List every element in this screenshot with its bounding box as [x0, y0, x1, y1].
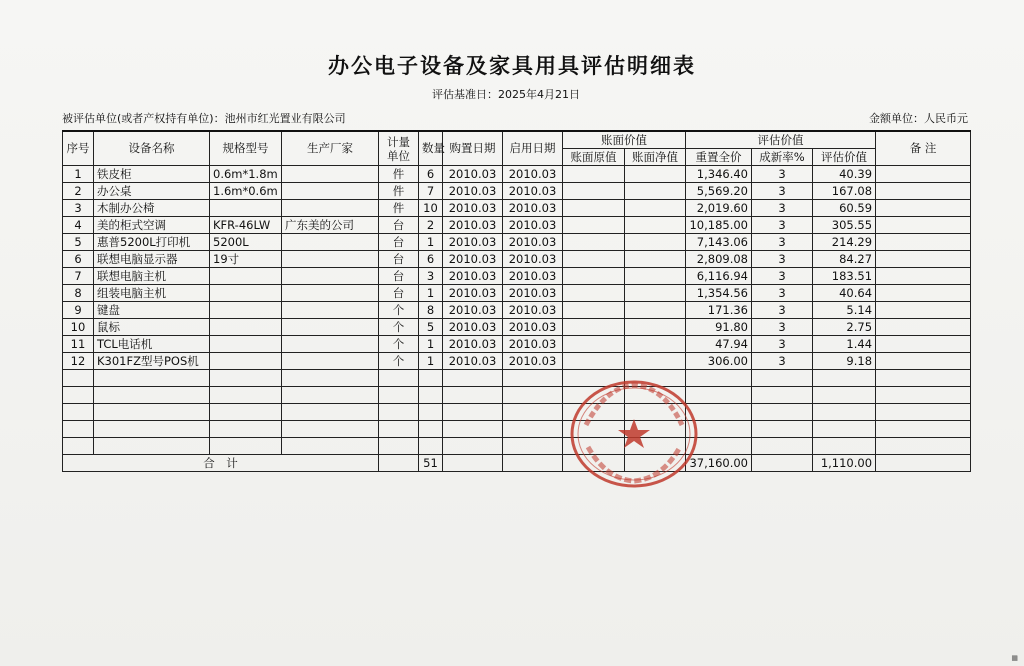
cell-empty — [752, 438, 813, 455]
cell-orig — [563, 251, 625, 268]
table-row-blank — [63, 370, 971, 387]
cell-buy: 2010.03 — [443, 336, 503, 353]
cell-seq: 10 — [63, 319, 94, 336]
cell-empty — [63, 438, 94, 455]
cell-maker — [282, 336, 379, 353]
cell-newness: 3 — [752, 353, 813, 370]
cell-replace: 2,809.08 — [686, 251, 752, 268]
table-row — [63, 268, 971, 285]
cell-empty — [503, 455, 563, 472]
cell-orig — [563, 319, 625, 336]
total-label: 合 计 — [63, 455, 379, 472]
cell-net — [625, 353, 686, 370]
cell-buy: 2010.03 — [443, 285, 503, 302]
cell-maker — [282, 251, 379, 268]
cell-replace: 171.36 — [686, 302, 752, 319]
cell-net — [625, 302, 686, 319]
cell-empty — [94, 404, 210, 421]
cell-maker — [282, 166, 379, 183]
table-row — [63, 251, 971, 268]
cell-qty: 1 — [419, 353, 443, 370]
cell-empty — [563, 438, 625, 455]
cell-maker — [282, 353, 379, 370]
cell-empty — [813, 438, 876, 455]
cell-empty — [625, 387, 686, 404]
cell-empty — [813, 370, 876, 387]
cell-newness: 3 — [752, 319, 813, 336]
cell-spec: 19寸 — [210, 251, 282, 268]
header-name: 设备名称 — [94, 131, 210, 166]
cell-empty — [503, 421, 563, 438]
cell-net — [625, 234, 686, 251]
cell-empty — [443, 387, 503, 404]
cell-net — [625, 268, 686, 285]
cell-replace: 10,185.00 — [686, 217, 752, 234]
cell-empty — [443, 455, 503, 472]
cell-name: 铁皮柜 — [94, 166, 210, 183]
cell-newness: 3 — [752, 234, 813, 251]
cell-empty — [94, 438, 210, 455]
cell-maker — [282, 200, 379, 217]
cell-eval: 40.64 — [813, 285, 876, 302]
cell-spec — [210, 336, 282, 353]
cell-remark — [876, 353, 971, 370]
cell-buy: 2010.03 — [443, 200, 503, 217]
table-row — [63, 166, 971, 183]
cell-spec: 0.6m*1.8m — [210, 166, 282, 183]
cell-net — [625, 183, 686, 200]
cell-empty — [379, 404, 419, 421]
cell-remark — [876, 183, 971, 200]
cell-empty — [876, 421, 971, 438]
table-body — [63, 166, 971, 472]
cell-empty — [563, 455, 625, 472]
cell-net — [625, 251, 686, 268]
cell-seq: 9 — [63, 302, 94, 319]
cell-empty — [443, 370, 503, 387]
cell-empty — [379, 370, 419, 387]
cell-empty — [443, 404, 503, 421]
cell-seq: 12 — [63, 353, 94, 370]
cell-orig — [563, 200, 625, 217]
header-eval-amount: 评估价值 — [813, 149, 876, 166]
cell-unit: 台 — [379, 285, 419, 302]
cell-remark — [876, 234, 971, 251]
header-book-value: 账面价值 — [563, 131, 686, 149]
cell-eval: 84.27 — [813, 251, 876, 268]
cell-empty — [94, 370, 210, 387]
cell-remark — [876, 319, 971, 336]
total-eval-value: 1,110.00 — [813, 455, 876, 472]
cell-empty — [752, 404, 813, 421]
cell-empty — [282, 421, 379, 438]
cell-empty — [625, 438, 686, 455]
table-row — [63, 336, 971, 353]
cell-qty: 2 — [419, 217, 443, 234]
cell-name: 键盘 — [94, 302, 210, 319]
cell-empty — [210, 438, 282, 455]
cell-buy: 2010.03 — [443, 319, 503, 336]
cell-remark — [876, 302, 971, 319]
cell-unit: 个 — [379, 353, 419, 370]
header-book-orig: 账面原值 — [563, 149, 625, 166]
cell-empty — [443, 438, 503, 455]
cell-newness: 3 — [752, 302, 813, 319]
cell-use: 2010.03 — [503, 302, 563, 319]
table-row — [63, 217, 971, 234]
cell-orig — [563, 234, 625, 251]
cell-remark — [876, 166, 971, 183]
cell-unit: 个 — [379, 319, 419, 336]
cell-seq: 6 — [63, 251, 94, 268]
cell-empty — [563, 387, 625, 404]
cell-unit: 台 — [379, 268, 419, 285]
cell-empty — [503, 387, 563, 404]
cell-name: 办公桌 — [94, 183, 210, 200]
cell-orig — [563, 336, 625, 353]
cell-empty — [625, 421, 686, 438]
cell-orig — [563, 166, 625, 183]
header-row-1 — [63, 131, 971, 149]
cell-empty — [210, 421, 282, 438]
cell-qty: 7 — [419, 183, 443, 200]
cell-eval: 60.59 — [813, 200, 876, 217]
cell-replace: 1,346.40 — [686, 166, 752, 183]
cell-empty — [63, 421, 94, 438]
cell-remark — [876, 336, 971, 353]
cell-empty — [282, 370, 379, 387]
cell-empty — [94, 421, 210, 438]
cell-empty — [813, 421, 876, 438]
cell-orig — [563, 217, 625, 234]
cell-empty — [419, 404, 443, 421]
table-row-blank — [63, 404, 971, 421]
cell-spec: 5200L — [210, 234, 282, 251]
cell-use: 2010.03 — [503, 166, 563, 183]
header-unit-text: 计量单位 — [387, 134, 410, 163]
cell-unit: 个 — [379, 302, 419, 319]
cell-empty — [419, 421, 443, 438]
cell-empty — [563, 370, 625, 387]
cell-net — [625, 166, 686, 183]
cell-replace: 6,116.94 — [686, 268, 752, 285]
cell-buy: 2010.03 — [443, 217, 503, 234]
cell-empty — [813, 387, 876, 404]
cell-empty — [625, 370, 686, 387]
cell-newness: 3 — [752, 251, 813, 268]
cell-orig — [563, 353, 625, 370]
table-row-blank — [63, 421, 971, 438]
total-qty: 51 — [419, 455, 443, 472]
cell-newness: 3 — [752, 285, 813, 302]
cell-empty — [563, 421, 625, 438]
cell-empty — [419, 387, 443, 404]
header-newness: 成新率% — [752, 149, 813, 166]
cell-remark — [876, 285, 971, 302]
cell-qty: 6 — [419, 251, 443, 268]
cell-newness: 3 — [752, 200, 813, 217]
cell-name: 鼠标 — [94, 319, 210, 336]
cell-replace: 91.80 — [686, 319, 752, 336]
cell-empty — [563, 404, 625, 421]
cell-empty — [282, 387, 379, 404]
cell-empty — [210, 404, 282, 421]
cell-maker — [282, 234, 379, 251]
cell-unit: 台 — [379, 251, 419, 268]
cell-maker: 广东美的公司 — [282, 217, 379, 234]
cell-replace: 2,019.60 — [686, 200, 752, 217]
header-book-net: 账面净值 — [625, 149, 686, 166]
page-title: 办公电子设备及家具用具评估明细表 — [328, 53, 696, 78]
cell-empty — [210, 387, 282, 404]
cell-replace: 1,354.56 — [686, 285, 752, 302]
cell-buy: 2010.03 — [443, 353, 503, 370]
cell-replace: 7,143.06 — [686, 234, 752, 251]
cell-empty — [686, 404, 752, 421]
total-row — [63, 455, 971, 472]
cell-orig — [563, 183, 625, 200]
cell-qty: 10 — [419, 200, 443, 217]
cell-qty: 5 — [419, 319, 443, 336]
cell-spec: KFR-46LW — [210, 217, 282, 234]
cell-use: 2010.03 — [503, 234, 563, 251]
cell-maker — [282, 268, 379, 285]
cell-net — [625, 336, 686, 353]
cell-empty — [503, 438, 563, 455]
cell-empty — [210, 370, 282, 387]
cell-newness: 3 — [752, 336, 813, 353]
cell-buy: 2010.03 — [443, 166, 503, 183]
cell-use: 2010.03 — [503, 217, 563, 234]
cell-buy: 2010.03 — [443, 302, 503, 319]
cell-use: 2010.03 — [503, 353, 563, 370]
cell-empty — [752, 421, 813, 438]
cell-empty — [686, 387, 752, 404]
cell-empty — [379, 455, 419, 472]
cell-remark — [876, 268, 971, 285]
cell-newness: 3 — [752, 166, 813, 183]
cell-empty — [752, 370, 813, 387]
cell-replace: 306.00 — [686, 353, 752, 370]
cell-empty — [282, 404, 379, 421]
cell-net — [625, 200, 686, 217]
cell-eval: 9.18 — [813, 353, 876, 370]
cell-empty — [63, 387, 94, 404]
scanner-watermark-icon: ▦ — [1011, 654, 1018, 662]
cell-qty: 1 — [419, 234, 443, 251]
cell-eval: 2.75 — [813, 319, 876, 336]
cell-maker — [282, 183, 379, 200]
cell-empty — [443, 421, 503, 438]
cell-net — [625, 319, 686, 336]
cell-empty — [876, 438, 971, 455]
header-maker: 生产厂家 — [282, 131, 379, 166]
cell-seq: 5 — [63, 234, 94, 251]
cell-seq: 11 — [63, 336, 94, 353]
cell-maker — [282, 285, 379, 302]
cell-empty — [876, 404, 971, 421]
cell-unit: 台 — [379, 217, 419, 234]
cell-buy: 2010.03 — [443, 268, 503, 285]
cell-buy: 2010.03 — [443, 251, 503, 268]
cell-seq: 2 — [63, 183, 94, 200]
cell-spec — [210, 353, 282, 370]
cell-spec — [210, 319, 282, 336]
header-eval-value: 评估价值 — [686, 131, 876, 149]
base-date: 评估基准日：2025年4月21日 — [432, 88, 580, 101]
cell-empty — [876, 387, 971, 404]
cell-spec — [210, 268, 282, 285]
cell-spec — [210, 302, 282, 319]
table-row-blank — [63, 387, 971, 404]
cell-name: 惠普5200L打印机 — [94, 234, 210, 251]
cell-newness: 3 — [752, 183, 813, 200]
cell-empty — [503, 370, 563, 387]
currency-label: 金额单位：人民币元 — [869, 112, 968, 125]
table-row — [63, 319, 971, 336]
cell-unit: 件 — [379, 183, 419, 200]
cell-eval: 167.08 — [813, 183, 876, 200]
cell-buy: 2010.03 — [443, 183, 503, 200]
cell-seq: 1 — [63, 166, 94, 183]
cell-orig — [563, 285, 625, 302]
cell-use: 2010.03 — [503, 336, 563, 353]
cell-seq: 7 — [63, 268, 94, 285]
cell-qty: 1 — [419, 285, 443, 302]
cell-qty: 3 — [419, 268, 443, 285]
cell-unit: 台 — [379, 234, 419, 251]
cell-empty — [63, 370, 94, 387]
cell-qty: 8 — [419, 302, 443, 319]
header-buy-date: 购置日期 — [443, 131, 503, 166]
cell-empty — [625, 455, 686, 472]
cell-name: TCL电话机 — [94, 336, 210, 353]
cell-name: 木制办公椅 — [94, 200, 210, 217]
cell-empty — [686, 438, 752, 455]
cell-unit: 件 — [379, 200, 419, 217]
cell-net — [625, 285, 686, 302]
cell-use: 2010.03 — [503, 319, 563, 336]
cell-empty — [752, 387, 813, 404]
cell-empty — [876, 370, 971, 387]
cell-empty — [813, 404, 876, 421]
total-replace-cost: 37,160.00 — [686, 455, 752, 472]
cell-qty: 1 — [419, 336, 443, 353]
table-row — [63, 234, 971, 251]
cell-empty — [876, 455, 971, 472]
cell-replace: 47.94 — [686, 336, 752, 353]
cell-name: 美的柜式空调 — [94, 217, 210, 234]
cell-newness: 3 — [752, 268, 813, 285]
cell-empty — [379, 421, 419, 438]
cell-empty — [63, 404, 94, 421]
cell-empty — [419, 438, 443, 455]
cell-name: 组装电脑主机 — [94, 285, 210, 302]
cell-empty — [282, 438, 379, 455]
table-row-blank — [63, 438, 971, 455]
header-seq: 序号 — [63, 131, 94, 166]
table-row — [63, 285, 971, 302]
cell-empty — [379, 387, 419, 404]
cell-qty: 6 — [419, 166, 443, 183]
cell-use: 2010.03 — [503, 183, 563, 200]
cell-use: 2010.03 — [503, 285, 563, 302]
cell-spec — [210, 200, 282, 217]
cell-remark — [876, 251, 971, 268]
cell-unit: 件 — [379, 166, 419, 183]
cell-orig — [563, 268, 625, 285]
cell-remark — [876, 200, 971, 217]
cell-buy: 2010.03 — [443, 234, 503, 251]
header-spec: 规格型号 — [210, 131, 282, 166]
cell-empty — [625, 404, 686, 421]
table-row — [63, 200, 971, 217]
cell-name: 联想电脑主机 — [94, 268, 210, 285]
entity-label: 被评估单位(或者产权持有单位)：池州市红光置业有限公司 — [62, 112, 346, 125]
cell-maker — [282, 302, 379, 319]
cell-orig — [563, 302, 625, 319]
cell-newness: 3 — [752, 217, 813, 234]
cell-use: 2010.03 — [503, 268, 563, 285]
cell-seq: 3 — [63, 200, 94, 217]
cell-unit: 个 — [379, 336, 419, 353]
cell-use: 2010.03 — [503, 251, 563, 268]
cell-spec: 1.6m*0.6m — [210, 183, 282, 200]
header-qty: 数量 — [419, 131, 443, 166]
cell-empty — [686, 370, 752, 387]
cell-use: 2010.03 — [503, 200, 563, 217]
cell-remark — [876, 217, 971, 234]
cell-name: K301FZ型号POS机 — [94, 353, 210, 370]
cell-empty — [503, 404, 563, 421]
header-replace-cost: 重置全价 — [686, 149, 752, 166]
cell-empty — [379, 438, 419, 455]
cell-net — [625, 217, 686, 234]
cell-empty — [94, 387, 210, 404]
cell-empty — [686, 421, 752, 438]
cell-eval: 1.44 — [813, 336, 876, 353]
asset-detail-table — [62, 130, 971, 472]
cell-seq: 8 — [63, 285, 94, 302]
cell-eval: 183.51 — [813, 268, 876, 285]
cell-eval: 305.55 — [813, 217, 876, 234]
table-row — [63, 353, 971, 370]
header-use-date: 启用日期 — [503, 131, 563, 166]
table-row — [63, 302, 971, 319]
cell-spec — [210, 285, 282, 302]
table-row — [63, 183, 971, 200]
header-unit — [379, 131, 419, 166]
cell-maker — [282, 319, 379, 336]
cell-eval: 5.14 — [813, 302, 876, 319]
cell-seq: 4 — [63, 217, 94, 234]
cell-replace: 5,569.20 — [686, 183, 752, 200]
cell-eval: 214.29 — [813, 234, 876, 251]
cell-empty — [752, 455, 813, 472]
cell-name: 联想电脑显示器 — [94, 251, 210, 268]
cell-eval: 40.39 — [813, 166, 876, 183]
header-remark: 备 注 — [876, 131, 971, 166]
cell-empty — [419, 370, 443, 387]
